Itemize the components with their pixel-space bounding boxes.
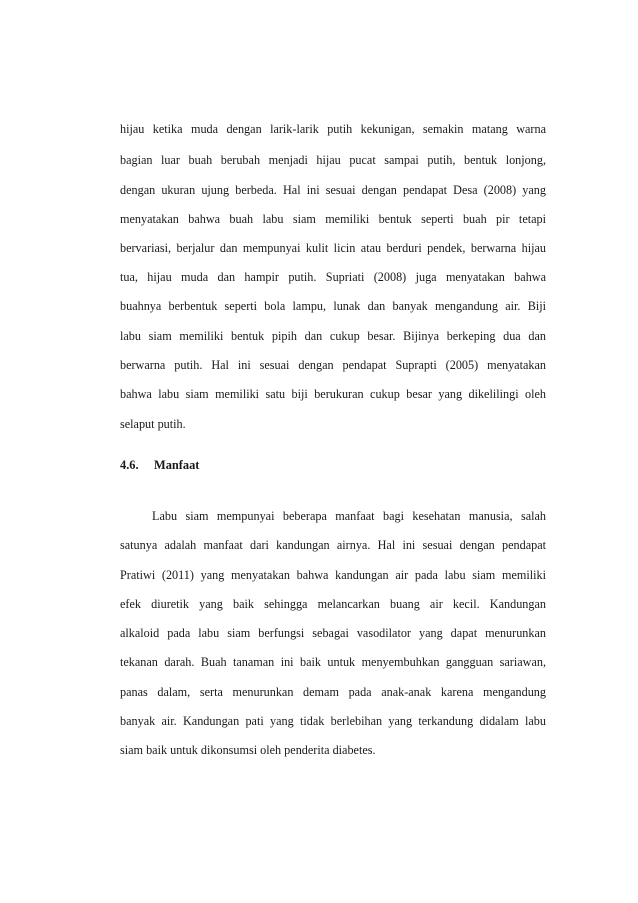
text-line: hijau ketika muda dengan larik-larik putih kekunigan, semakin matang warna xyxy=(120,122,546,136)
text-line: panas dalam, serta menurunkan demam pada anak-anak karena mengandung xyxy=(120,685,546,699)
text-line: buahnya berbentuk seperti bola lampu, lunak dan banyak mengandung air. Biji xyxy=(120,299,546,313)
text-line: selaput putih. xyxy=(120,417,186,431)
text-line: tua, hijau muda dan hampir putih. Supriati (2008) juga menyatakan bahwa xyxy=(120,270,546,284)
text-line: alkaloid pada labu siam berfungsi sebagai vasodilator yang dapat menurunkan xyxy=(120,626,546,640)
text-line: satunya adalah manfaat dari kandungan airnya. Hal ini sesuai dengan pendapat xyxy=(120,538,546,552)
text-line: siam baik untuk dikonsumsi oleh penderita diabetes. xyxy=(120,743,376,757)
text-line: dengan ukuran ujung berbeda. Hal ini sesuai dengan pendapat Desa (2008) yang xyxy=(120,183,546,197)
text-line: berwarna putih. Hal ini sesuai dengan pendapat Suprapti (2005) menyatakan xyxy=(120,358,546,372)
section-number: 4.6. xyxy=(120,458,139,472)
text-line: bervariasi, berjalur dan mempunyai kulit licin atau berduri pendek, berwarna hijau xyxy=(120,241,546,255)
text-line: bahwa labu siam memiliki satu biji berukuran cukup besar yang dikelilingi oleh xyxy=(120,387,546,401)
text-line: banyak air. Kandungan pati yang tidak berlebihan yang terkandung didalam labu xyxy=(120,714,546,728)
text-line: Labu siam mempunyai beberapa manfaat bagi kesehatan manusia, salah xyxy=(152,509,546,523)
section-heading xyxy=(120,457,199,473)
text-line: efek diuretik yang baik sehingga melancarkan buang air kecil. Kandungan xyxy=(120,597,546,611)
text-line: Pratiwi (2011) yang menyatakan bahwa kandungan air pada labu siam memiliki xyxy=(120,568,546,582)
section-title: Manfaat xyxy=(154,458,200,472)
text-line: bagian luar buah berubah menjadi hijau pucat sampai putih, bentuk lonjong, xyxy=(120,153,546,167)
text-line: menyatakan bahwa buah labu siam memiliki bentuk seperti buah pir tetapi xyxy=(120,212,546,226)
text-line: tekanan darah. Buah tanaman ini baik untuk menyembuhkan gangguan sariawan, xyxy=(120,655,546,669)
text-line: labu siam memiliki bentuk pipih dan cukup besar. Bijinya berkeping dua dan xyxy=(120,329,546,343)
